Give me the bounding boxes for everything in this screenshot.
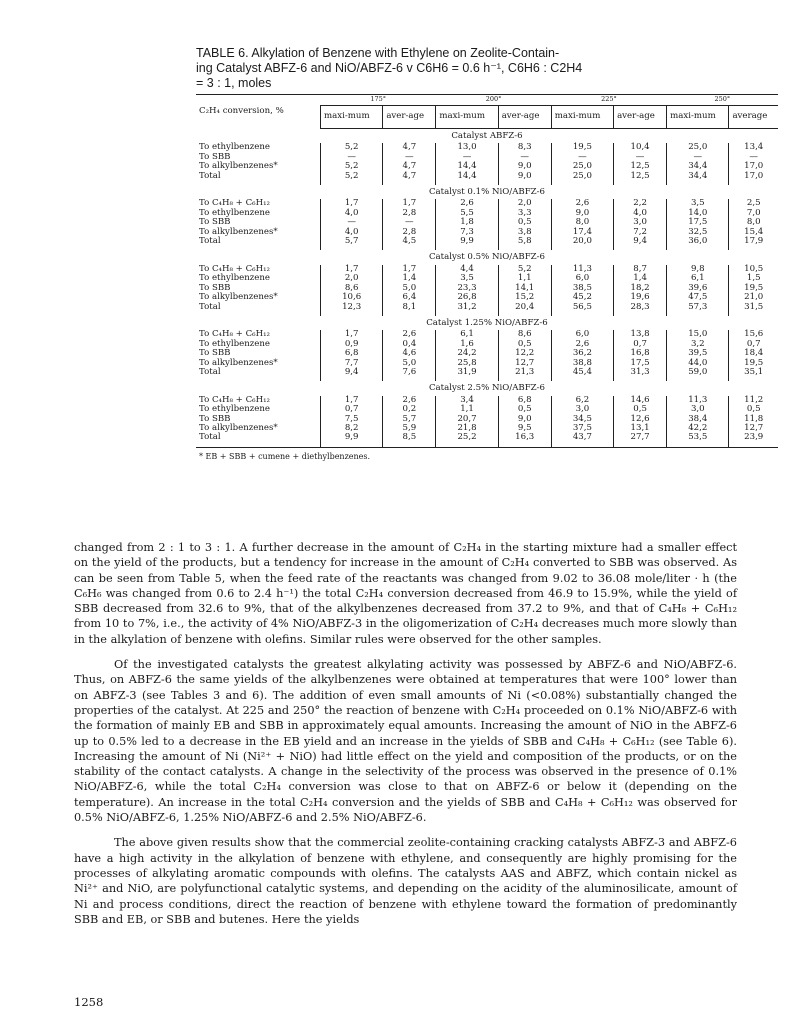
table-cell: 1,6 bbox=[436, 340, 498, 349]
table-cell: 2,6 bbox=[436, 199, 498, 208]
table-cell: 57,3 bbox=[667, 303, 729, 316]
conversion-header: C₂H₄ conversion, % bbox=[196, 95, 321, 129]
table-caption bbox=[196, 46, 626, 91]
row-label: Total bbox=[199, 366, 221, 377]
table-cell: 2,8 bbox=[383, 228, 436, 237]
table-cell: 23,9 bbox=[729, 433, 778, 447]
table-cell: 35,1 bbox=[729, 368, 778, 381]
table-cell: 12,7 bbox=[498, 359, 551, 368]
table-cell: 3,4 bbox=[436, 396, 498, 405]
table-cell: 0,5 bbox=[614, 405, 667, 414]
table-cell: 8,6 bbox=[321, 284, 383, 293]
table-cell: 34,4 bbox=[667, 172, 729, 185]
table-row bbox=[196, 368, 778, 381]
table-cell: 0,9 bbox=[321, 340, 383, 349]
table-cell: 1,7 bbox=[383, 265, 436, 274]
table-cell: 15,4 bbox=[729, 228, 778, 237]
column-subheader: maxi-mum bbox=[321, 106, 383, 129]
table-cell: 9,0 bbox=[551, 209, 613, 218]
table-cell: 9,9 bbox=[321, 433, 383, 447]
table-cell: 4,7 bbox=[383, 162, 436, 171]
table-cell: 19,6 bbox=[614, 293, 667, 302]
table-cell: 59,0 bbox=[667, 368, 729, 381]
table-cell: 14,0 bbox=[667, 209, 729, 218]
table-cell: 17,0 bbox=[729, 172, 778, 185]
table-cell: 3,3 bbox=[498, 209, 551, 218]
catalyst-group-row bbox=[196, 129, 778, 144]
row-label: To C₄H₈ + C₆H₁₂ bbox=[199, 394, 270, 405]
table-cell: 4,0 bbox=[321, 209, 383, 218]
table-row bbox=[196, 172, 778, 185]
table-cell: — bbox=[551, 153, 613, 162]
table-cell: 1,1 bbox=[436, 405, 498, 414]
table-cell: 5,2 bbox=[321, 143, 383, 152]
table-caption-line: TABLE 6. Alkylation of Benzene with Ethylene on Zeolite-Contain- bbox=[196, 46, 560, 60]
table-cell: 0,5 bbox=[498, 405, 551, 414]
catalyst-group-title: Catalyst 0.5% NiO/ABFZ-6 bbox=[428, 252, 546, 263]
table-cell: 7,0 bbox=[729, 209, 778, 218]
row-label: To SBB bbox=[199, 217, 231, 228]
table-cell: 42,2 bbox=[667, 424, 729, 433]
table-cell: 3,0 bbox=[667, 405, 729, 414]
table-row bbox=[196, 143, 778, 152]
temperature-header: 175° bbox=[321, 95, 436, 106]
table-cell: 31,2 bbox=[436, 303, 498, 316]
table-cell: 15,0 bbox=[667, 330, 729, 339]
table-row bbox=[196, 433, 778, 447]
table-cell: 14,4 bbox=[436, 172, 498, 185]
table-cell: 13,0 bbox=[436, 143, 498, 152]
row-label: To C₄H₈ + C₆H₁₂ bbox=[199, 263, 270, 274]
table-cell: 9,4 bbox=[321, 368, 383, 381]
table-cell: 7,6 bbox=[383, 368, 436, 381]
row-label: Total bbox=[199, 301, 221, 312]
table-cell: 9,0 bbox=[498, 162, 551, 171]
table-cell: 11,2 bbox=[729, 396, 778, 405]
table-cell: 17,0 bbox=[729, 162, 778, 171]
table-cell: 7,3 bbox=[436, 228, 498, 237]
row-label: To C₄H₈ + C₆H₁₂ bbox=[199, 198, 270, 209]
table-cell: 39,5 bbox=[667, 349, 729, 358]
table-cell: 34,4 bbox=[667, 162, 729, 171]
table-cell: 2,5 bbox=[729, 199, 778, 208]
table-cell: 0,2 bbox=[383, 405, 436, 414]
table-cell: 12,3 bbox=[321, 303, 383, 316]
table-cell: 1,4 bbox=[614, 274, 667, 283]
table-cell: 1,7 bbox=[383, 199, 436, 208]
catalyst-group-row bbox=[196, 316, 778, 330]
table-cell: 43,7 bbox=[551, 433, 613, 447]
table-cell: 0,7 bbox=[614, 340, 667, 349]
table-cell: 21,8 bbox=[436, 424, 498, 433]
table-cell: 3,5 bbox=[436, 274, 498, 283]
table-cell: 17,5 bbox=[614, 359, 667, 368]
table-cell: 6,8 bbox=[321, 349, 383, 358]
table-cell: 19,5 bbox=[729, 359, 778, 368]
table-cell: 3,0 bbox=[551, 405, 613, 414]
table-cell: 44,0 bbox=[667, 359, 729, 368]
table-cell: 5,2 bbox=[498, 265, 551, 274]
table-cell: 38,8 bbox=[551, 359, 613, 368]
table-cell: 6,1 bbox=[436, 330, 498, 339]
table-cell: — bbox=[498, 153, 551, 162]
table-cell: 19,5 bbox=[729, 284, 778, 293]
table-cell: 8,7 bbox=[614, 265, 667, 274]
table-cell: 8,0 bbox=[729, 218, 778, 227]
catalyst-group-row bbox=[196, 250, 778, 264]
table-cell: 1,7 bbox=[321, 199, 383, 208]
table-cell: 1,1 bbox=[498, 274, 551, 283]
table-cell: 3,8 bbox=[498, 228, 551, 237]
table-cell: 45,2 bbox=[551, 293, 613, 302]
table-cell: — bbox=[667, 153, 729, 162]
table-cell: 25,0 bbox=[667, 143, 729, 152]
table-cell: 14,6 bbox=[614, 396, 667, 405]
table-cell: 8,0 bbox=[551, 218, 613, 227]
row-label: To SBB bbox=[199, 413, 231, 424]
table-cell: 20,0 bbox=[551, 237, 613, 250]
table-cell: 31,3 bbox=[614, 368, 667, 381]
table-cell: 14,1 bbox=[498, 284, 551, 293]
table-cell: 9,0 bbox=[498, 415, 551, 424]
table-cell: 5,9 bbox=[383, 424, 436, 433]
column-subheader: maxi-mum bbox=[436, 106, 498, 129]
table-cell: 16,3 bbox=[498, 433, 551, 447]
table-cell: 13,1 bbox=[614, 424, 667, 433]
catalyst-group-title: Catalyst ABFZ-6 bbox=[451, 131, 523, 141]
table-cell: 5,0 bbox=[383, 284, 436, 293]
catalyst-group-title: Catalyst 1.25% NiO/ABFZ-6 bbox=[426, 317, 548, 328]
table-cell: 20,4 bbox=[498, 303, 551, 316]
table-cell: 10,4 bbox=[614, 143, 667, 152]
table-cell: — bbox=[383, 218, 436, 227]
table-cell: 5,0 bbox=[383, 359, 436, 368]
table-row bbox=[196, 303, 778, 316]
table-cell: 8,2 bbox=[321, 424, 383, 433]
table-cell: 2,6 bbox=[383, 396, 436, 405]
temperature-header: 250° bbox=[667, 95, 778, 106]
table-cell: 0,4 bbox=[383, 340, 436, 349]
table-cell: 23,3 bbox=[436, 284, 498, 293]
row-label: Total bbox=[199, 236, 221, 247]
paragraph: Of the investigated catalysts the greatest alkylating activity was possessed by ABFZ-6 and NiO/ABFZ-6. Thus, on ABFZ-6 the same yields of the alkylbenzenes were obtained at temperatures that were 100° lower than on ABFZ-3 (see Tables 3 and 6). The addition of even small amounts of Ni (<0.08%) substantially changed the properties of the catalyst. At 225 and 250° the reaction of benzene with C₂H₄ proceeded on 0.1% NiO/ABFZ-6 with the formation of mainly EB and SBB in approximately equal amounts. Increasing the amount of NiO in the ABFZ-6 up to 0.5% led to a decrease in the EB yield and an increase in the yields of SBB and C₄H₈ + C₆H₁₂ (see Table 6). Increasing the amount of Ni (Ni²⁺ + NiO) had little effect on the yield and composition of the products, or on the stability of the contact catalysts. A change in the selectivity of the process was observed in the presence of 0.1% NiO/ABFZ-6, while the total C₂H₄ conversion was close to that on ABFZ-6 or below it (depending on the temperature). An increase in the total C₂H₄ conversion and the yields of SBB and C₄H₈ + C₆H₁₂ was observed for 0.5% NiO/ABFZ-6, 1.25% NiO/ABFZ-6 and 2.5% NiO/ABFZ-6. bbox=[74, 658, 737, 825]
table-caption-line: = 3 : 1, moles bbox=[196, 76, 272, 90]
catalyst-group-row bbox=[196, 381, 778, 395]
table-cell: 12,7 bbox=[729, 424, 778, 433]
table-cell: 7,7 bbox=[321, 359, 383, 368]
column-subheader: aver-age bbox=[383, 106, 436, 129]
table-cell: 25,0 bbox=[551, 162, 613, 171]
table-cell: — bbox=[729, 153, 778, 162]
table-cell: 4,0 bbox=[614, 209, 667, 218]
table-cell: 15,6 bbox=[729, 330, 778, 339]
table-cell: 2,0 bbox=[321, 274, 383, 283]
table-row bbox=[196, 237, 778, 250]
data-table bbox=[196, 94, 778, 461]
table-cell: 9,0 bbox=[498, 172, 551, 185]
table-cell: 4,0 bbox=[321, 228, 383, 237]
table-cell: 20,7 bbox=[436, 415, 498, 424]
table-cell: 17,5 bbox=[667, 218, 729, 227]
column-subheader: maxi-mum bbox=[551, 106, 613, 129]
table-cell: 8,5 bbox=[383, 433, 436, 447]
body-text bbox=[74, 540, 737, 937]
table-cell: 4,5 bbox=[383, 237, 436, 250]
table-cell: 26,8 bbox=[436, 293, 498, 302]
row-label: To C₄H₈ + C₆H₁₂ bbox=[199, 329, 270, 340]
row-label: To ethylbenzene bbox=[199, 273, 271, 284]
table-cell: 32,5 bbox=[667, 228, 729, 237]
table-cell: 34,5 bbox=[551, 415, 613, 424]
table-cell: 2,6 bbox=[551, 340, 613, 349]
table-cell: 2,6 bbox=[551, 199, 613, 208]
table-cell: 9,8 bbox=[667, 265, 729, 274]
table-cell: 16,8 bbox=[614, 349, 667, 358]
table-body bbox=[196, 129, 778, 448]
table-cell: 8,1 bbox=[383, 303, 436, 316]
table-cell: 3,0 bbox=[614, 218, 667, 227]
table-cell: 31,9 bbox=[436, 368, 498, 381]
row-label: To ethylbenzene bbox=[199, 404, 271, 415]
table-cell: 0,5 bbox=[498, 218, 551, 227]
table-cell: 17,4 bbox=[551, 228, 613, 237]
table-cell: — bbox=[321, 153, 383, 162]
table-cell: 27,7 bbox=[614, 433, 667, 447]
table-cell: 47,5 bbox=[667, 293, 729, 302]
table-cell: 1,4 bbox=[383, 274, 436, 283]
table-cell: 1,7 bbox=[321, 330, 383, 339]
table-cell: 4,7 bbox=[383, 172, 436, 185]
table-cell: 31,5 bbox=[729, 303, 778, 316]
table-cell: 7,2 bbox=[614, 228, 667, 237]
table-cell: 1,5 bbox=[729, 274, 778, 283]
table-cell: 10,5 bbox=[729, 265, 778, 274]
table-cell: 17,9 bbox=[729, 237, 778, 250]
table-cell: 12,6 bbox=[614, 415, 667, 424]
table-cell: 9,9 bbox=[436, 237, 498, 250]
table-cell: 12,2 bbox=[498, 349, 551, 358]
temperature-header: 225° bbox=[551, 95, 666, 106]
column-subheader: aver-age bbox=[498, 106, 551, 129]
table-cell: 19,5 bbox=[551, 143, 613, 152]
table-cell: 2,2 bbox=[614, 199, 667, 208]
table-cell: 9,5 bbox=[498, 424, 551, 433]
row-label: To alkylbenzenes* bbox=[199, 226, 278, 237]
row-label: To SBB bbox=[199, 151, 231, 162]
table-cell: 15,2 bbox=[498, 293, 551, 302]
paragraph: changed from 2 : 1 to 3 : 1. A further decrease in the amount of C₂H₄ in the starting mixture had a smaller effect on the yield of the products, but a tendency for increase in the amount of C₂H₄ converted to SBB was observed. As can be seen from Table 5, when the feed rate of the reactants was changed from 9.02 to 36.08 mole/liter · h (the C₆H₆ was changed from 0.6 to 2.4 h⁻¹) the total C₂H₄ conversion decreased from 46.9 to 15.9%, while the yield of SBB decreased from 32.6 to 9%, that of the alkylbenzenes decreased from 37.2 to 9%, and that of C₄H₈ + C₆H₁₂ from 10 to 7%, i.e., the activity of 4% NiO/ABFZ-3 in the oligomerization of C₂H₄ decreases much more slowly than in the alkylation of benzene with olefins. Similar rules were observed for the other samples. bbox=[74, 541, 737, 646]
catalyst-group-title: Catalyst 0.1% NiO/ABFZ-6 bbox=[428, 187, 546, 198]
table-cell: 6,4 bbox=[383, 293, 436, 302]
table-cell: 10,6 bbox=[321, 293, 383, 302]
table-cell: 39,6 bbox=[667, 284, 729, 293]
table-cell: 14,4 bbox=[436, 162, 498, 171]
table-cell: 6,0 bbox=[551, 330, 613, 339]
row-label: To ethylbenzene bbox=[199, 142, 271, 153]
table-cell: 21,3 bbox=[498, 368, 551, 381]
table-cell: 28,3 bbox=[614, 303, 667, 316]
table-cell: 8,3 bbox=[498, 143, 551, 152]
table-cell: 5,2 bbox=[321, 162, 383, 171]
table-cell: 12,5 bbox=[614, 172, 667, 185]
row-label: To alkylbenzenes* bbox=[199, 292, 278, 303]
table-cell: 4,6 bbox=[383, 349, 436, 358]
table-cell: 18,4 bbox=[729, 349, 778, 358]
table-cell: 4,4 bbox=[436, 265, 498, 274]
table-cell: 36,0 bbox=[667, 237, 729, 250]
table-cell: 5,7 bbox=[321, 237, 383, 250]
column-subheader: maxi-mum bbox=[667, 106, 729, 129]
table-cell: 6,8 bbox=[498, 396, 551, 405]
temperature-header: 200° bbox=[436, 95, 551, 106]
table-cell: 25,8 bbox=[436, 359, 498, 368]
table-cell: 3,2 bbox=[667, 340, 729, 349]
table-cell: 25,2 bbox=[436, 433, 498, 447]
table-cell: 38,5 bbox=[551, 284, 613, 293]
table-cell: 13,8 bbox=[614, 330, 667, 339]
table-cell: 1,8 bbox=[436, 218, 498, 227]
table-cell: 8,6 bbox=[498, 330, 551, 339]
table-cell: 7,5 bbox=[321, 415, 383, 424]
catalyst-group-row bbox=[196, 185, 778, 199]
column-subheader: average bbox=[729, 106, 778, 129]
table-cell: 6,0 bbox=[551, 274, 613, 283]
row-label: To alkylbenzenes* bbox=[199, 357, 278, 368]
row-label: To SBB bbox=[199, 348, 231, 359]
table-cell: 2,6 bbox=[383, 330, 436, 339]
paragraph: The above given results show that the commercial zeolite-containing cracking catalysts ABFZ-3 and ABFZ-6 have a high activity in the alkylation of benzene with ethylene, and consequently are highly promising for the processes of alkylating aromatic compounds with olefins. The catalysts AAS and ABFZ, which contain nickel as Ni²⁺ and NiO, are polyfunctional catalytic systems, and depending on the acidity of the aluminosilicate, amount of Ni and process conditions, direct the reaction of benzene with ethylene toward the formation of predominantly SBB and EB, or SBB and butenes. Here the yields bbox=[74, 836, 737, 926]
table-cell: 5,7 bbox=[383, 415, 436, 424]
table-cell: 4,7 bbox=[383, 143, 436, 152]
table-cell: 45,4 bbox=[551, 368, 613, 381]
table-cell: 56,5 bbox=[551, 303, 613, 316]
table-cell: 5,5 bbox=[436, 209, 498, 218]
table-cell: 3,5 bbox=[667, 199, 729, 208]
table-cell: 1,7 bbox=[321, 396, 383, 405]
table-cell: 24,2 bbox=[436, 349, 498, 358]
table-cell: 11,8 bbox=[729, 415, 778, 424]
table-cell: 6,1 bbox=[667, 274, 729, 283]
table-cell: 11,3 bbox=[667, 396, 729, 405]
table-cell: 6,2 bbox=[551, 396, 613, 405]
column-subheader: aver-age bbox=[614, 106, 667, 129]
row-label: To ethylbenzene bbox=[199, 338, 271, 349]
row-label: To alkylbenzenes* bbox=[199, 422, 278, 433]
table-footnote: * EB + SBB + cumene + diethylbenzenes. bbox=[196, 447, 778, 461]
table-cell: 5,2 bbox=[321, 172, 383, 185]
table-cell: 1,7 bbox=[321, 265, 383, 274]
table-caption-line: ing Catalyst ABFZ-6 and NiO/ABFZ-6 v C6H6 = 0.6 h⁻¹, C6H6 : C2H4 bbox=[196, 61, 583, 75]
table-cell: 2,8 bbox=[383, 209, 436, 218]
table-cell: 5,8 bbox=[498, 237, 551, 250]
row-label: Total bbox=[199, 432, 221, 443]
table-cell: 25,0 bbox=[551, 172, 613, 185]
row-label: To ethylbenzene bbox=[199, 207, 271, 218]
table-cell: 18,2 bbox=[614, 284, 667, 293]
table-cell: 11,3 bbox=[551, 265, 613, 274]
table-cell: — bbox=[436, 153, 498, 162]
table-cell: 9,4 bbox=[614, 237, 667, 250]
page-number: 1258 bbox=[74, 995, 104, 1009]
table-cell: 2,0 bbox=[498, 199, 551, 208]
table-cell: 12,5 bbox=[614, 162, 667, 171]
table-cell: 13,4 bbox=[729, 143, 778, 152]
table-cell: 38,4 bbox=[667, 415, 729, 424]
table-cell: 0,5 bbox=[729, 405, 778, 414]
table-cell: 21,0 bbox=[729, 293, 778, 302]
table-cell: 53,5 bbox=[667, 433, 729, 447]
table-cell: 0,5 bbox=[498, 340, 551, 349]
table-cell: 37,5 bbox=[551, 424, 613, 433]
row-label: To SBB bbox=[199, 282, 231, 293]
row-label: Total bbox=[199, 170, 221, 181]
table-cell: 0,7 bbox=[321, 405, 383, 414]
row-label: To alkylbenzenes* bbox=[199, 161, 278, 172]
table-cell: — bbox=[614, 153, 667, 162]
catalyst-group-title: Catalyst 2.5% NiO/ABFZ-6 bbox=[428, 383, 546, 394]
table-cell: — bbox=[383, 153, 436, 162]
table-cell: — bbox=[321, 218, 383, 227]
table-cell: 0,7 bbox=[729, 340, 778, 349]
table-cell: 36,2 bbox=[551, 349, 613, 358]
